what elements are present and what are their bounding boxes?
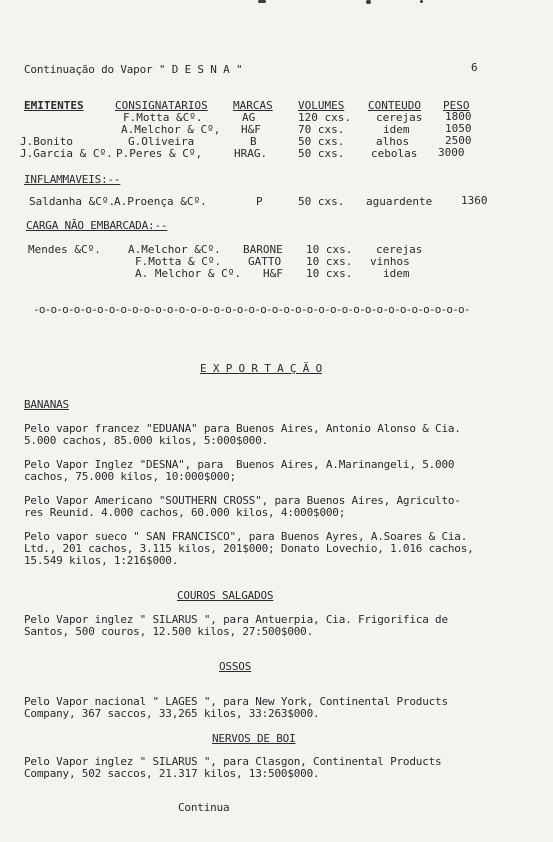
cell-volumes: 70 cxs. <box>298 123 345 136</box>
entry-line: Pelo vapor sueco " SAN FRANCISCO", para Buenos Ayres, A.Soares & Cia. <box>24 530 468 543</box>
cell-peso: 1360 <box>461 194 488 207</box>
document-title: Continuação do Vapor " D E S N A " <box>24 63 243 76</box>
cell-marca: H&F <box>263 267 283 280</box>
cell-volumes: 50 cxs. <box>298 135 345 148</box>
cell-consignatario: G.Oliveira <box>128 135 195 148</box>
cell-consignatario: A.Melchor &Cº. <box>128 243 221 256</box>
entry-line: Santos, 500 couros, 12.500 kilos, 27:500$000. <box>24 625 314 638</box>
ossos-heading: OSSOS <box>219 660 252 673</box>
cell-conteudo: cerejas <box>376 111 423 124</box>
cell-emitente: J.Bonito <box>20 135 73 148</box>
cell-consignatario: F.Motta & Cº. <box>135 255 222 268</box>
cell-peso: 2500 <box>445 134 472 147</box>
cell-conteudo: cebolas <box>371 147 418 160</box>
entry-line: res Reunid. 4.000 cachos, 60.000 kilos, 4:000$000; <box>24 506 346 519</box>
cell-conteudo: cerejas <box>376 243 423 256</box>
couros-heading: COUROS SALGADOS <box>177 589 274 602</box>
cell-conteudo: idem <box>383 123 410 136</box>
cell-volumes: 10 cxs. <box>306 243 353 256</box>
cell-marca: AG <box>242 111 256 124</box>
cell-conteudo: vinhos <box>370 255 410 268</box>
entry-line: Company, 367 saccos, 33,265 kilos, 33:263$000. <box>24 707 320 720</box>
entry-line: 15.549 kilos, 1:216$000. <box>24 554 179 567</box>
cell-consignatario: P.Peres & Cº, <box>116 147 203 160</box>
cell-conteudo: alhos <box>376 135 410 148</box>
export-heading: E X P O R T A Ç Ã O <box>200 362 323 375</box>
not-shipped-heading: CARGA NÃO EMBARCADA:-- <box>26 219 168 232</box>
cell-conteudo: idem <box>383 267 410 280</box>
entry-line: Pelo Vapor inglez " SILARUS ", para Clasgon, Continental Products <box>24 755 442 768</box>
separator-line: -o-o-o-o-o-o-o-o-o-o-o-o-o-o-o-o-o-o-o-o-o-o-o-o-o-o-o-o-o-o-o-o-o-o-o-o-o- <box>33 303 470 316</box>
page-number: 6 <box>471 61 478 74</box>
cell-peso: 3000 <box>438 146 465 159</box>
bananas-heading: BANANAS <box>24 398 69 411</box>
continued-footer: Continua <box>178 801 230 814</box>
inflammable-heading: INFLAMMAVEIS:-- <box>24 173 121 186</box>
col-header-volumes: VOLUMES <box>298 99 345 112</box>
cell-marca: B <box>250 135 257 148</box>
cell-marca: GATTO <box>248 255 282 268</box>
entry-line: cachos, 75.000 kilos, 10:000$000; <box>24 470 236 483</box>
cell-emitente: Saldanha &Cº. <box>29 195 116 208</box>
scan-mark <box>420 0 423 3</box>
cell-emitente: Mendes &Cº. <box>28 243 101 256</box>
entry-line: Pelo vapor francez "EDUANA" para Buenos Aires, Antonio Alonso & Cia. <box>24 422 461 435</box>
nervos-heading: NERVOS DE BOI <box>212 732 296 745</box>
col-header-marcas: MARCAS <box>233 99 273 112</box>
cell-volumes: 10 cxs. <box>306 267 353 280</box>
cell-peso: 1800 <box>445 110 472 123</box>
cell-emitente: J.Garcia & Cº. <box>20 147 113 160</box>
cell-peso: 1050 <box>445 122 472 135</box>
entry-line: Pelo Vapor Americano "SOUTHERN CROSS", para Buenos Aires, Agriculto- <box>24 494 461 507</box>
cell-conteudo: aguardente <box>366 195 433 208</box>
col-header-consignatarios: CONSIGNATARIOS <box>115 99 208 112</box>
cell-consignatario: A.Proença &Cº. <box>114 195 207 208</box>
cell-consignatario: A. Melchor & Cº. <box>135 267 241 280</box>
col-header-conteudo: CONTEUDO <box>368 99 421 112</box>
cell-consignatario: A.Melchor & Cº, <box>121 123 221 136</box>
cell-volumes: 120 cxs. <box>298 111 351 124</box>
cell-marca: H&F <box>241 123 261 136</box>
entry-line: Pelo Vapor Inglez "DESNA", para Buenos Aires, A.Marinangeli, 5.000 <box>24 458 455 471</box>
cell-volumes: 50 cxs. <box>298 195 345 208</box>
entry-line: Pelo Vapor nacional " LAGES ", para New York, Continental Products <box>24 695 448 708</box>
cell-marca: HRAG. <box>234 147 268 160</box>
scan-mark <box>258 0 266 3</box>
cell-marca: BARONE <box>243 243 283 256</box>
cell-volumes: 10 cxs. <box>306 255 353 268</box>
scan-mark <box>366 0 371 4</box>
entry-line: Pelo Vapor inglez " SILARUS ", para Antuerpia, Cia. Frigorifica de <box>24 613 448 626</box>
cell-consignatario: F.Motta &Cº. <box>123 111 203 124</box>
entry-line: Ltd., 201 cachos, 3.115 kilos, 201$000; Donato Lovechio, 1.016 cachos, <box>24 542 474 555</box>
entry-line: Company, 502 saccos, 21.317 kilos, 13:500$000. <box>24 767 320 780</box>
cell-marca: P <box>256 195 263 208</box>
entry-line: 5.000 cachos, 85.000 kilos, 5:000$000. <box>24 434 269 447</box>
col-header-emitentes: EMITENTES <box>24 99 84 112</box>
cell-volumes: 50 cxs. <box>298 147 345 160</box>
col-header-peso: PESO <box>443 99 470 112</box>
